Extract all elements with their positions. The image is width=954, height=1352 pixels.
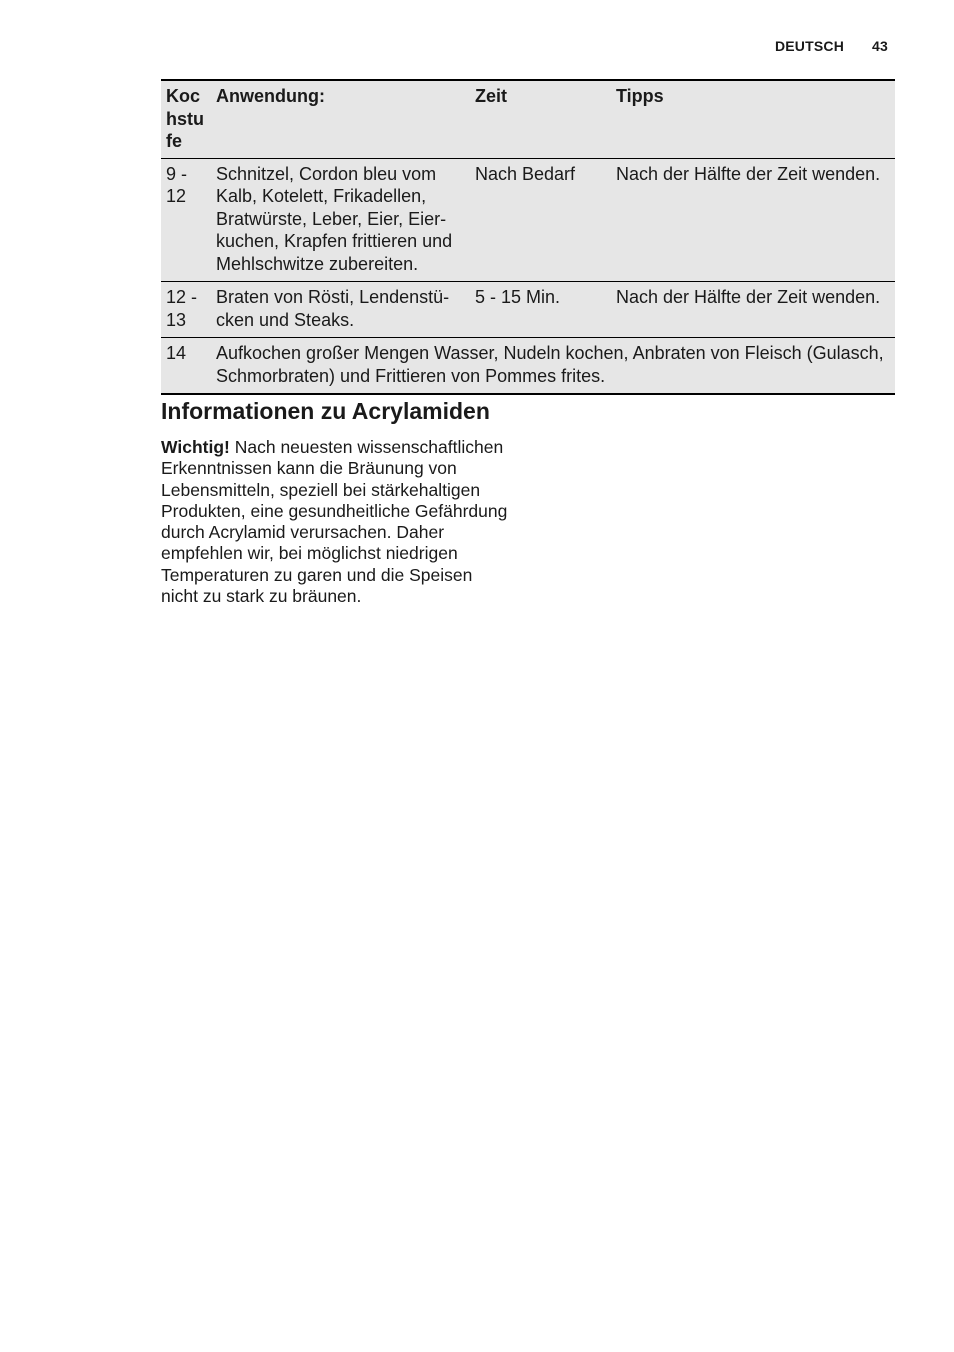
cooking-levels-table	[161, 79, 895, 395]
cell-stufe: 12 - 13	[161, 282, 211, 338]
table-row	[161, 158, 895, 282]
column-header-zeit: Zeit	[475, 86, 508, 106]
column-header-stufe: Koc hstu fe	[166, 86, 204, 151]
acrylamide-info-paragraph	[161, 437, 511, 607]
cell-zeit: Nach Bedarf	[470, 158, 611, 282]
table-row	[161, 338, 895, 395]
section-title: Informationen zu Acrylamiden	[161, 398, 490, 424]
page-number: 43	[872, 38, 888, 54]
cell-anwendung: Braten von Rösti, Lendenstücken und Steaks.	[211, 282, 470, 338]
info-body-text: Nach neuesten wissenschaftlichen Erkenntnissen kann die Bräunung von Lebensmitteln, speziell bei stärkehaltigen Produkten, eine gesundheitliche Gefährdung durch Acrylamid verursachen. Daher empfehlen wir, bei möglichst niedrigen Temperaturen zu garen und die Speisen nicht zu stark zu bräunen.	[161, 437, 508, 607]
cell-stufe: 9 - 12	[161, 158, 211, 282]
column-header-tipps: Tipps	[616, 86, 664, 106]
important-label: Wichtig!	[161, 437, 230, 457]
page-header	[775, 38, 888, 54]
cell-stufe: 14	[161, 338, 211, 395]
cell-anwendung-spanning: Aufkochen großer Mengen Wasser, Nudeln kochen, Anbraten von Fleisch (Gulasch, Schmorbraten) und Frittieren von Pommes frites.	[211, 338, 895, 395]
cell-tipps: Nach der Hälfte der Zeit wenden.	[611, 282, 895, 338]
header-language: DEUTSCH	[774, 38, 845, 54]
table-header-row	[161, 80, 895, 158]
column-header-anwendung: Anwendung:	[216, 86, 325, 106]
cell-tipps: Nach der Hälfte der Zeit wenden.	[611, 158, 895, 282]
cell-zeit: 5 - 15 Min.	[470, 282, 611, 338]
cell-anwendung: Schnitzel, Cordon bleu vom Kalb, Kotelett, Frikadellen, Bratwürste, Leber, Eier, Eierkuchen, Krapfen frittieren und Mehlschwitze zubereiten.	[211, 158, 470, 282]
table-row	[161, 282, 895, 338]
